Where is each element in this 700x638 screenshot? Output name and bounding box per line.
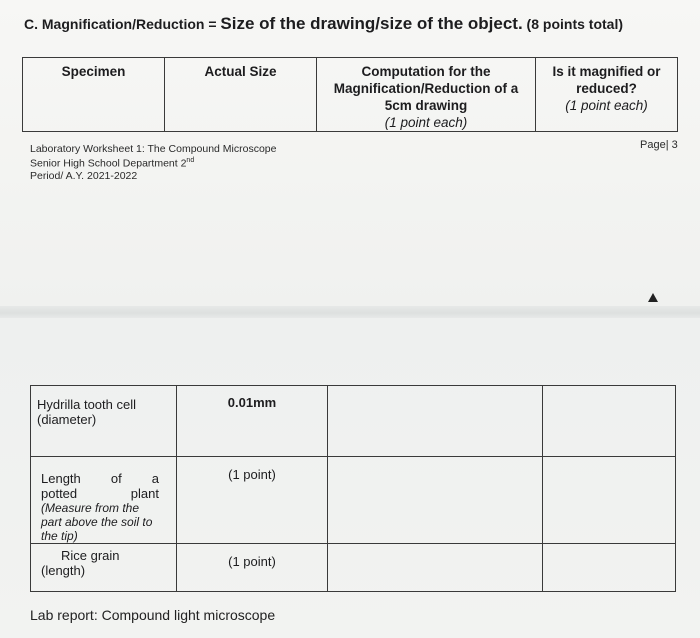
mouse-cursor-icon bbox=[648, 293, 658, 302]
header-actual-size: Actual Size bbox=[165, 58, 317, 132]
header-specimen: Specimen bbox=[23, 58, 165, 132]
heading-part-1: C. Magnification/Reduction = bbox=[24, 16, 221, 32]
table-row bbox=[31, 544, 676, 592]
header-computation-note: (1 point each) bbox=[384, 115, 468, 130]
bottom-table bbox=[30, 385, 676, 592]
specimen-cell: Length of a potted plant (Measure from the part above the soil to the tip) bbox=[31, 457, 177, 544]
actual-size-cell: (1 point) bbox=[177, 457, 328, 544]
heading-part-2: Size of the drawing/size of the object. bbox=[220, 14, 523, 33]
specimen-cell: Hydrilla tooth cell (diameter) bbox=[31, 386, 177, 457]
section-heading bbox=[24, 14, 623, 34]
specimen-cell: Rice grain (length) bbox=[31, 544, 177, 592]
magnified-reduced-cell[interactable] bbox=[543, 386, 676, 457]
header-magnified-note: (1 point each) bbox=[565, 98, 648, 113]
header-computation: Computation for the Magnification/Reduction of a 5cm drawing (1 point each) bbox=[317, 58, 536, 132]
computation-cell[interactable] bbox=[328, 457, 543, 544]
magnified-reduced-cell[interactable] bbox=[543, 544, 676, 592]
page-footer bbox=[30, 143, 277, 182]
table-row bbox=[31, 386, 676, 457]
magnified-reduced-cell[interactable] bbox=[543, 457, 676, 544]
footer-line-1: Laboratory Worksheet 1: The Compound Microscope bbox=[30, 143, 277, 155]
footer-line-3: Period/ A.Y. 2021-2022 bbox=[30, 169, 138, 182]
lab-report-title: Lab report: Compound light microscope bbox=[30, 607, 276, 623]
heading-part-3: (8 points total) bbox=[522, 16, 623, 32]
computation-cell[interactable] bbox=[328, 544, 543, 592]
actual-size-cell: 0.01mm bbox=[177, 386, 328, 457]
actual-size-cell: (1 point) bbox=[177, 544, 328, 592]
page-number: Page| 3 bbox=[640, 139, 678, 151]
top-table bbox=[22, 57, 678, 132]
computation-cell[interactable] bbox=[328, 386, 543, 457]
header-magnified-reduced: Is it magnified or reduced? (1 point each) bbox=[536, 58, 678, 132]
footer-line-2: Senior High School Department 2nd bbox=[30, 157, 195, 170]
table-row bbox=[31, 457, 676, 544]
